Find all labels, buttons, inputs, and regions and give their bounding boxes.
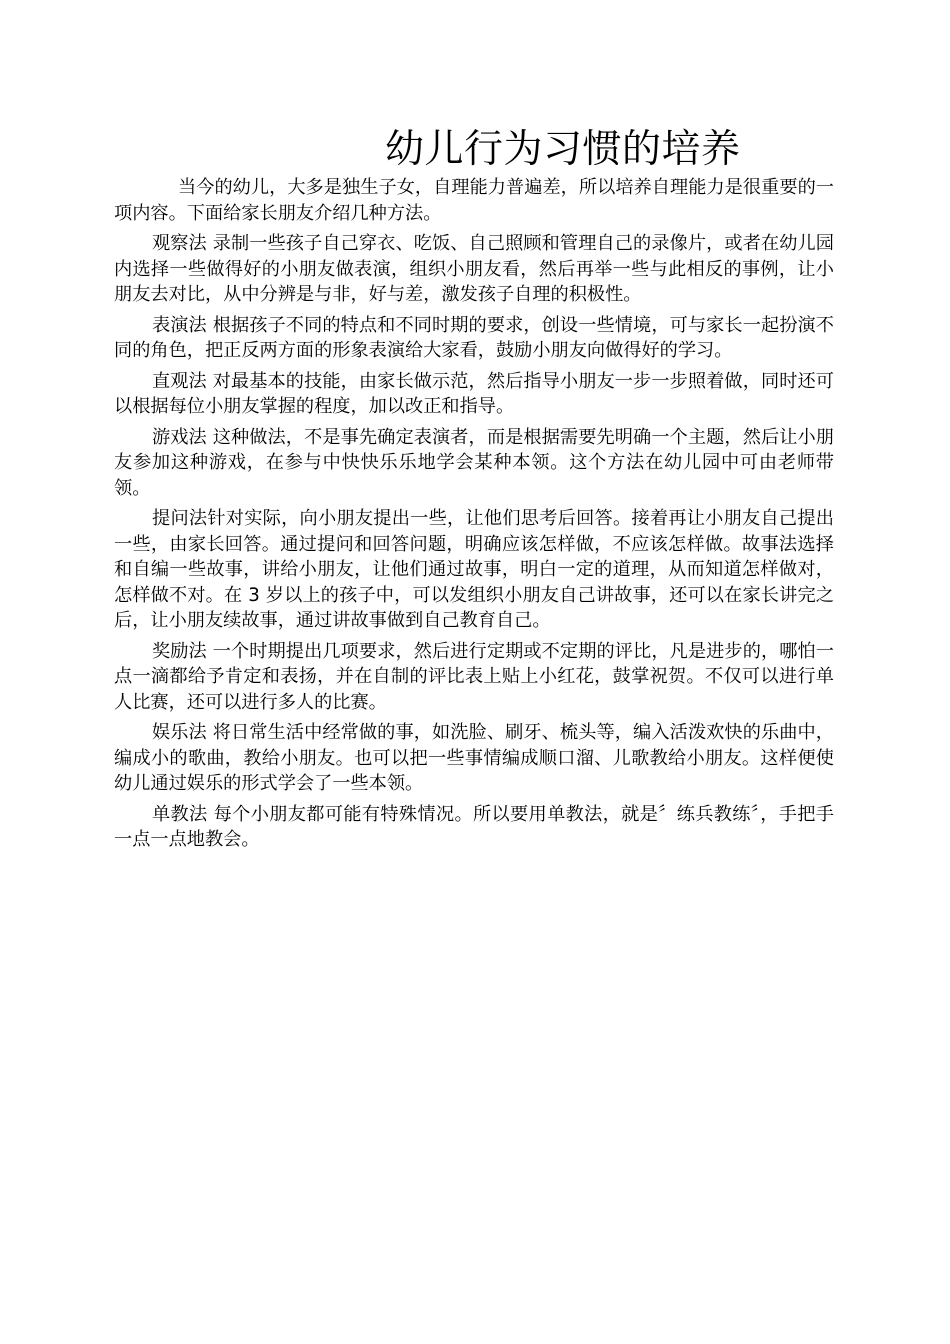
paragraph-demonstration-method: 直观法 对最基本的技能，由家长做示范，然后指导小朋友一步一步照着做，同时还可以根据每位小朋友掌握的程度，加以改正和指导。 [114, 370, 834, 417]
paragraph-reward-method: 奖励法 一个时期提出几项要求，然后进行定期或不定期的评比，凡是进步的，哪怕一点一滴都给予肯定和表扬，并在自制的评比表上贴上小红花，鼓掌祝贺。不仅可以进行单人比赛，还可以进行多人的比赛。 [114, 640, 834, 713]
paragraph-game-method: 游戏法 这种做法，不是事先确定表演者，而是根据需要先明确一个主题，然后让小朋友参加这种游戏，在参与中快快乐乐地学会某种本领。这个方法在幼儿园中可由老师带领。 [114, 426, 834, 499]
paragraph-question-method: 提问法针对实际，向小朋友提出一些，让他们思考后回答。接着再让小朋友自己提出一些，由家长回答。通过提问和回答问题，明确应该怎样做，不应该怎样做。故事法选择和自编一些故事，讲给小朋友，让他们通过故事，明白一定的道理，从而知道怎样做对，怎样做不对。在 3 岁以上的孩子中，可以发组织小朋友自己讲故事，还可以在家长讲完之后，让小朋友续故事，通过讲故事做到自己教育自己。 [114, 508, 834, 631]
paragraph-individual-teaching-method: 单教法 每个小朋友都可能有特殊情况。所以要用单教法，就是〞练兵教练〞，手把手一点一点地教会。 [114, 803, 834, 850]
document-body [114, 175, 834, 853]
document-title: 幼儿行为习惯的培养 [385, 127, 741, 172]
paragraph-entertainment-method: 娱乐法 将日常生活中经常做的事，如洗脸、刷牙、梳头等，编入活泼欢快的乐曲中，编成小的歌曲，教给小朋友。也可以把一些事情编成顺口溜、儿歌教给小朋友。这样便使幼儿通过娱乐的形式学会了一些本领。 [114, 722, 834, 794]
paragraph-intro: 当今的幼儿，大多是独生子女，自理能力普遍差，所以培养自理能力是很重要的一项内容。下面给家长朋友介绍几种方法。 [114, 177, 834, 224]
paragraph-observation-method: 观察法 录制一些孩子自己穿衣、吃饭、自己照顾和管理自己的录像片，或者在幼儿园内选择一些做得好的小朋友做表演，组织小朋友看，然后再举一些与此相反的事例，让小朋友去对比，从中分辨是与非，好与差，激发孩子自理的积极性。 [114, 233, 834, 305]
paragraph-performance-method: 表演法 根据孩子不同的特点和不同时期的要求，创设一些情境，可与家长一起扮演不同的角色，把正反两方面的形象表演给大家看，鼓励小朋友向做得好的学习。 [114, 314, 834, 361]
